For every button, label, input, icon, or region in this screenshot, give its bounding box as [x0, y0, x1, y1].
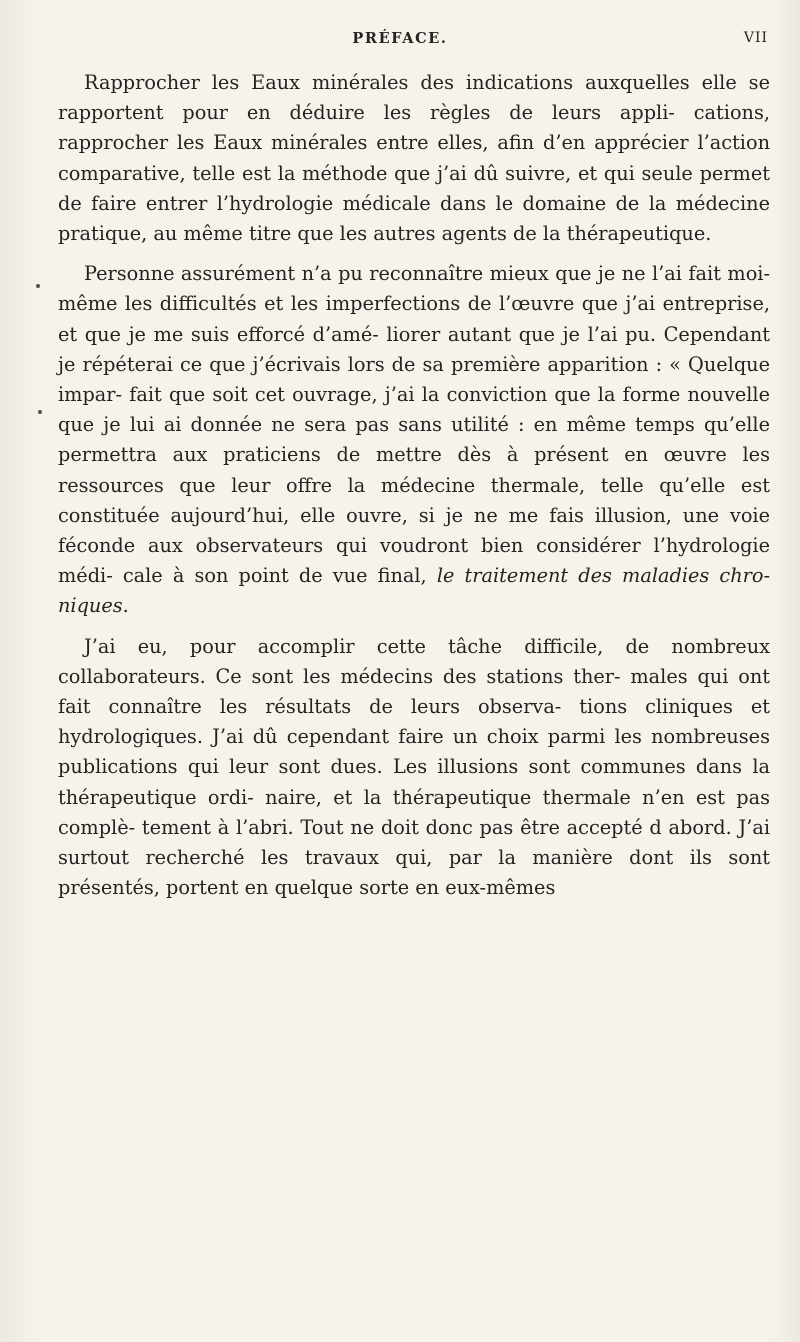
margin-speck: [36, 284, 40, 288]
page-header: [0, 30, 800, 54]
paragraph-2: [58, 259, 770, 621]
paragraph-1: Rapprocher les Eaux minérales des indications auxquelles elle se rapportent pour en déduire les règles de leurs appli- cations, rapprocher les Eaux minérales entre elles, afin d’en apprécier l’action comparative, telle est la méthode que j’ai dû suivre, et qui seule permet de faire entrer l’hydrologie médicale dans le domaine de la médecine pratique, au même titre que les autres agents de la thérapeutique.: [58, 71, 770, 246]
margin-speck: [38, 410, 42, 414]
italic-phrase: le traitement des maladies chro- niques: [58, 564, 770, 618]
body-text: [58, 68, 770, 913]
paragraph-2-text: Personne assurément n’a pu reconnaître mieux que je ne l’ai fait moi-même les difficultés et les imperfections de l’œuvre que j’ai entreprise, et que je me suis efforcé d’amé- liorer autant que je l’ai pu. Cependant je répéterai ce que j’écrivais lors de sa première apparition : « Quelque impar- fait que soit cet ouvrage, j’ai la conviction que la forme nouvelle que je lui ai donnée ne sera pas sans utilité : en même temps qu’elle permettra aux praticiens de mettre dès à présent en œuvre les ressources que leur offre la médecine thermale, telle qu’elle est constituée aujourd’hui, elle ouvre, si je ne me fais illusion, une voie féconde aux observateurs qui voudront bien considérer l’hydrologie médi- cale à son point de vue final,: [58, 262, 770, 588]
page-number: VII: [743, 30, 768, 46]
paragraph-2-end: .: [122, 594, 129, 618]
running-head: PRÉFACE.: [352, 30, 448, 47]
paragraph-3: J’ai eu, pour accomplir cette tâche difficile, de nombreux collaborateurs. Ce sont les médecins des stations ther- males qui ont fait connaître les résultats de leurs observa- tions cliniques et hydrologiques. J’ai dû cependant faire un choix parmi les nombreuses publications qui leur sont dues. Les illusions sont communes dans la thérapeutique ordi- naire, et la thérapeutique thermale n’en est pas complè- tement à l’abri. Tout ne doit donc pas être accepté d abord. J’ai surtout recherché les travaux qui, par la manière dont ils sont présentés, portent en quelque sorte en eux-mêmes: [58, 634, 770, 900]
